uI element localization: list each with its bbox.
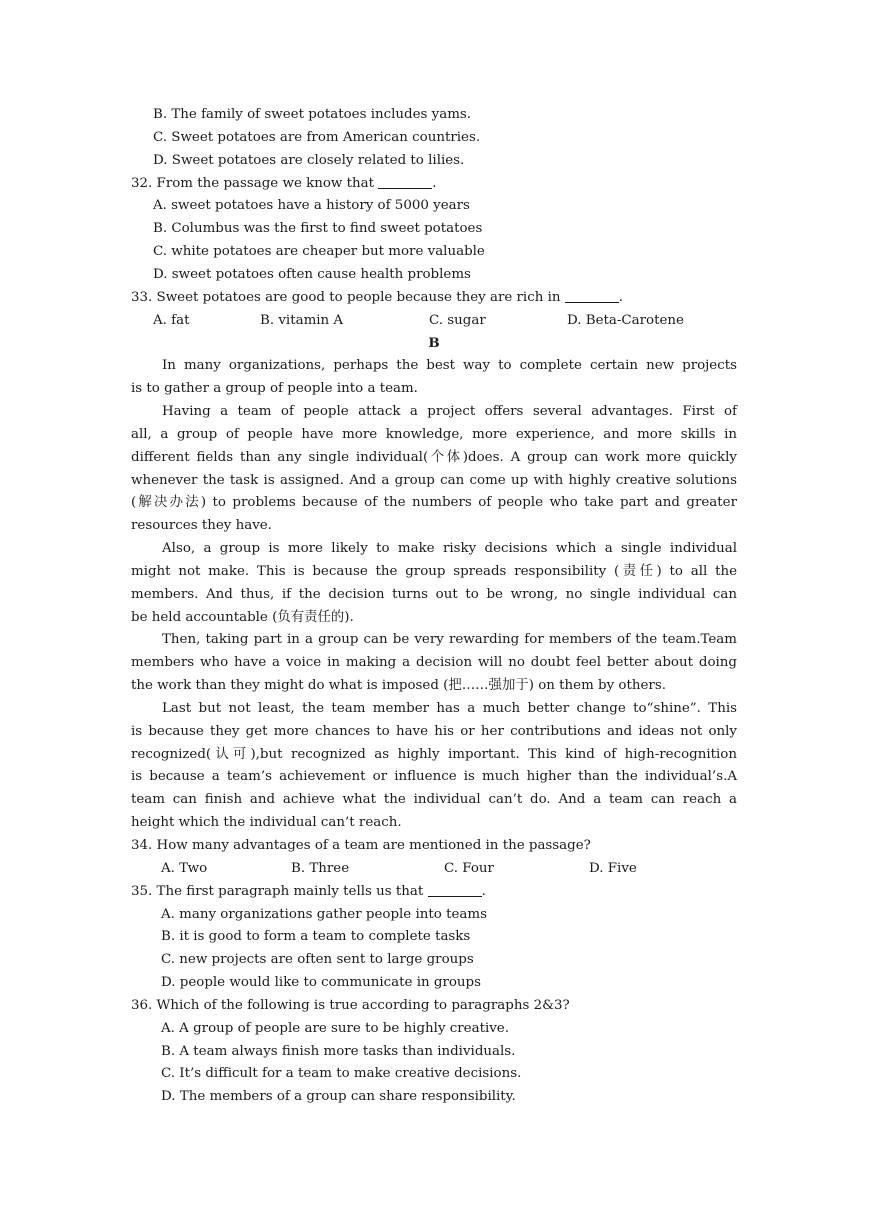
passage-p4-line: Then, taking part in a group can be very rewarding for members of the team.Team <box>162 632 737 648</box>
q33-option-b: B. vitamin A <box>260 312 344 328</box>
page-content <box>131 104 737 1109</box>
q35-option-a: A. many organizations gather people into teams <box>161 906 487 922</box>
passage-p1-line: In many organizations, perhaps the best way to complete certain new projects <box>162 358 737 374</box>
q33-option-c: C. sugar <box>429 312 486 328</box>
q32-stem <box>131 173 737 196</box>
passage-p5-line: is because a team’s achievement or influence is much higher than the individual’s.A <box>131 769 737 785</box>
q33-answer-blank <box>565 288 619 303</box>
q31-option-c: C. Sweet potatoes are from American countries. <box>153 129 481 145</box>
q36-option-a: A. A group of people are sure to be highly creative. <box>161 1020 509 1036</box>
q31-option-b: B. The family of sweet potatoes includes yams. <box>153 107 472 122</box>
passage-p5-line: is because they get more chances to have his or her contributions and ideas not only <box>131 723 737 739</box>
passage-p3-line: Also, a group is more likely to make risky decisions which a single individual <box>162 541 737 557</box>
q33-options <box>131 310 737 333</box>
q34-option-d: D. Five <box>589 860 637 876</box>
q35-option-d: D. people would like to communicate in groups <box>161 975 481 991</box>
q32-option-b: B. Columbus was the first to find sweet potatoes <box>153 221 483 237</box>
q35-answer-blank <box>428 882 482 897</box>
q36-option-b: B. A team always finish more tasks than individuals. <box>161 1043 516 1059</box>
q32-option-a: A. sweet potatoes have a history of 5000 years <box>153 198 470 214</box>
q31-option-d: D. Sweet potatoes are closely related to lilies. <box>153 152 465 168</box>
q33-stem <box>131 287 737 310</box>
passage-p2-line: whenever the task is assigned. And a group can come up with highly creative solutions <box>131 472 737 488</box>
passage-p5-line: recognized(认可),but recognized as highly important. This kind of high-recognition <box>131 746 737 762</box>
q33-option-d: D. Beta-Carotene <box>567 312 684 328</box>
passage-p5-line: Last but not least, the team member has a much better change to“shine”. This <box>162 700 737 716</box>
q32-stem-end: . <box>432 175 437 191</box>
passage-p2-line: all, a group of people have more knowledge, more experience, and more skills in <box>131 426 737 442</box>
q32-answer-blank <box>378 174 432 189</box>
passage-p3-line: might not make. This is because the group spreads responsibility (责任) to all the <box>131 563 737 579</box>
passage-p2-line: resources they have. <box>131 518 272 534</box>
q33-option-a: A. fat <box>153 312 190 328</box>
q33-stem-end: . <box>618 289 624 305</box>
q36-option-c: C. It’s difficult for a team to make creative decisions. <box>161 1066 522 1082</box>
q32-option-c: C. white potatoes are cheaper but more valuable <box>153 244 485 260</box>
passage-p2-line: different fields than any single individual(个体)does. A group can work more quickly <box>131 449 737 465</box>
passage-p2-line: Having a team of people attack a project offers several advantages. First of <box>162 403 737 419</box>
passage-p1-line: is to gather a group of people into a team. <box>131 381 418 397</box>
q33-stem-text: 33. Sweet potatoes are good to people because they are rich in <box>131 289 565 305</box>
section-b-heading: B <box>428 335 440 352</box>
q35-option-c: C. new projects are often sent to large groups <box>161 952 474 968</box>
passage-p4-line: members who have a voice in making a decision will no doubt feel better about doing <box>131 655 737 671</box>
q35-stem-end: . <box>481 883 486 899</box>
q35-stem-text: 35. The first paragraph mainly tells us that <box>131 883 428 899</box>
passage-p3-line: members. And thus, if the decision turns out to be wrong, no single individual can <box>131 586 737 602</box>
q34-option-a: A. Two <box>161 860 208 876</box>
passage-p3-line: be held accountable (负有责任的). <box>131 609 354 625</box>
q32-stem-text: 32. From the passage we know that <box>131 175 379 191</box>
q34-option-c: C. Four <box>444 860 494 876</box>
q35-option-b: B. it is good to form a team to complete tasks <box>161 929 471 945</box>
passage-p5-line: height which the individual can’t reach. <box>131 815 402 831</box>
passage-p4-line: the work than they might do what is imposed (把……强加于) on them by others. <box>131 678 666 694</box>
q36-option-d: D. The members of a group can share responsibility. <box>161 1089 516 1105</box>
q32-option-d: D. sweet potatoes often cause health problems <box>153 266 471 282</box>
q34-option-b: B. Three <box>291 860 350 876</box>
passage-p5-line: team can finish and achieve what the individual can’t do. And a team can reach a <box>131 792 737 808</box>
q34-stem: 34. How many advantages of a team are mentioned in the passage? <box>131 838 591 853</box>
passage-p2-line: (解决办法) to problems because of the numbers of people who take part and greater <box>131 495 737 511</box>
q36-stem: 36. Which of the following is true according to paragraphs 2&3? <box>131 997 570 1013</box>
q34-options <box>131 858 737 881</box>
q35-stem <box>131 881 737 904</box>
